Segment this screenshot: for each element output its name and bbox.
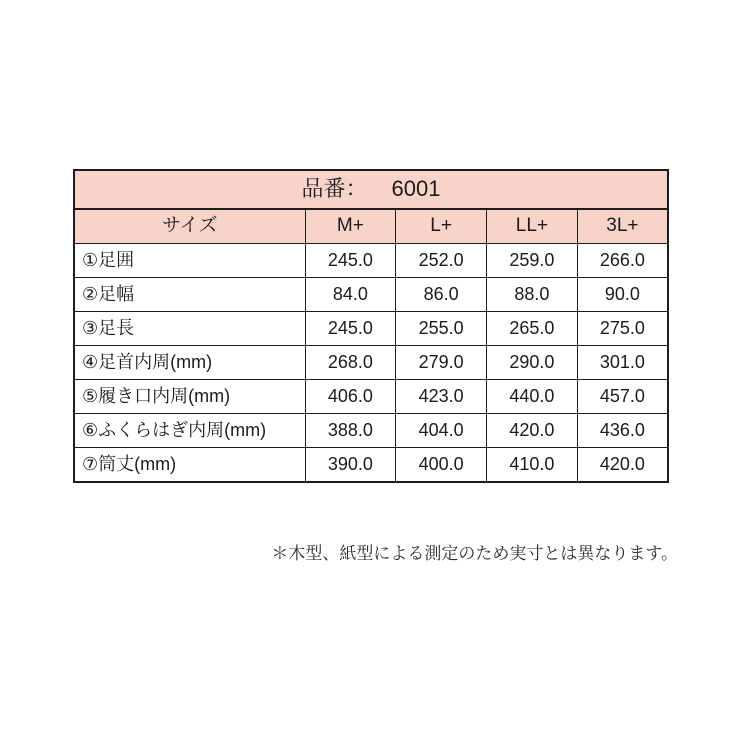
table-row [74, 346, 668, 380]
product-number-label: 品番： [301, 176, 368, 202]
cell-value: 245.0 [305, 244, 396, 278]
cell-value: 266.0 [577, 244, 668, 278]
cell-value: 457.0 [577, 380, 668, 414]
column-header-ll: LL+ [487, 209, 578, 244]
row-label: ④足首内周(mm) [74, 346, 305, 380]
cell-value: 88.0 [487, 278, 578, 312]
table-row [74, 278, 668, 312]
table-title-row [74, 170, 668, 209]
cell-value: 420.0 [577, 448, 668, 483]
table-row [74, 448, 668, 483]
cell-value: 259.0 [487, 244, 578, 278]
cell-value: 406.0 [305, 380, 396, 414]
cell-value: 301.0 [577, 346, 668, 380]
table-row [74, 380, 668, 414]
cell-value: 420.0 [487, 414, 578, 448]
table-title-cell [74, 170, 668, 209]
cell-value: 423.0 [396, 380, 487, 414]
cell-value: 388.0 [305, 414, 396, 448]
size-spec-table [73, 169, 669, 483]
size-header-row [74, 209, 668, 244]
row-label: ⑦筒丈(mm) [74, 448, 305, 483]
size-spec-table-wrap [73, 169, 669, 483]
table-row [74, 414, 668, 448]
column-header-3l: 3L+ [577, 209, 668, 244]
column-header-m: M+ [305, 209, 396, 244]
cell-value: 86.0 [396, 278, 487, 312]
corner-header-cell: サイズ [74, 209, 305, 244]
row-label: ③足長 [74, 312, 305, 346]
cell-value: 252.0 [396, 244, 487, 278]
row-label: ①足囲 [74, 244, 305, 278]
cell-value: 436.0 [577, 414, 668, 448]
cell-value: 390.0 [305, 448, 396, 483]
cell-value: 275.0 [577, 312, 668, 346]
product-number-value: 6001 [391, 176, 441, 202]
column-header-l: L+ [396, 209, 487, 244]
cell-value: 400.0 [396, 448, 487, 483]
cell-value: 268.0 [305, 346, 396, 380]
footnote: ＊木型、紙型による測定のため実寸とは異なります。 [271, 544, 678, 563]
cell-value: 290.0 [487, 346, 578, 380]
cell-value: 440.0 [487, 380, 578, 414]
cell-value: 410.0 [487, 448, 578, 483]
table-row [74, 312, 668, 346]
cell-value: 404.0 [396, 414, 487, 448]
cell-value: 84.0 [305, 278, 396, 312]
cell-value: 279.0 [396, 346, 487, 380]
cell-value: 265.0 [487, 312, 578, 346]
table-row [74, 244, 668, 278]
row-label: ⑤履き口内周(mm) [74, 380, 305, 414]
cell-value: 90.0 [577, 278, 668, 312]
cell-value: 255.0 [396, 312, 487, 346]
row-label: ⑥ふくらはぎ内周(mm) [74, 414, 305, 448]
cell-value: 245.0 [305, 312, 396, 346]
row-label: ②足幅 [74, 278, 305, 312]
